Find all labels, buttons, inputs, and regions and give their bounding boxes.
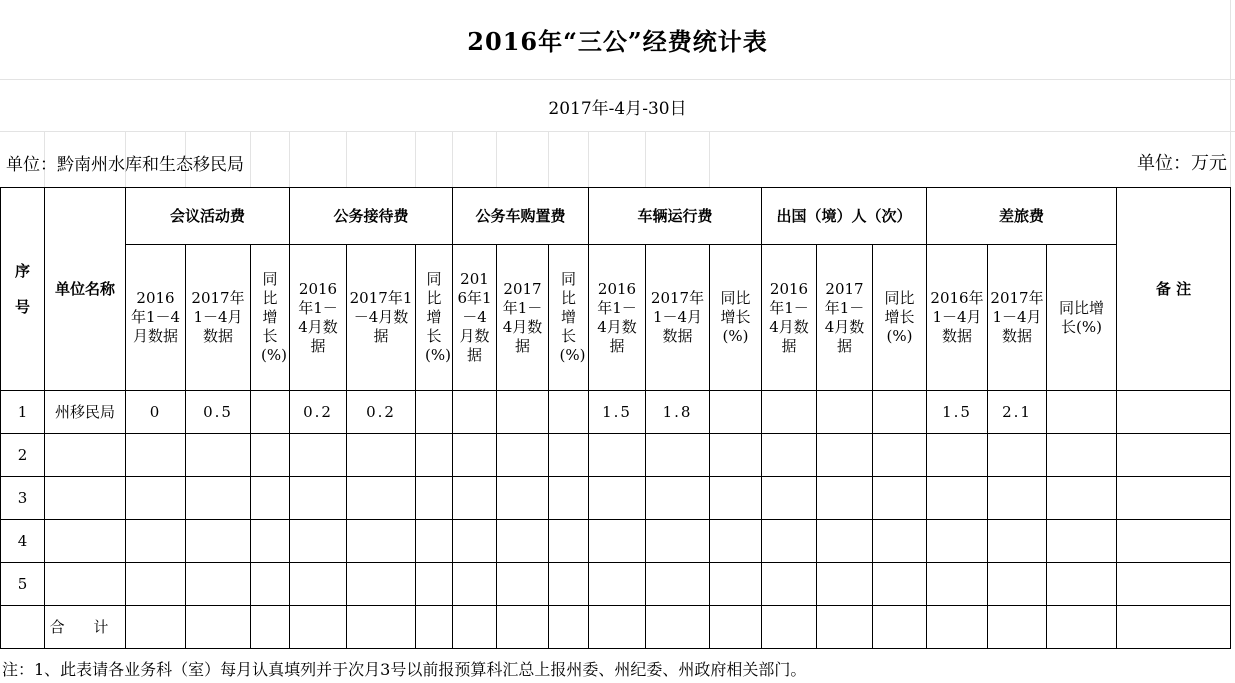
value-cell bbox=[347, 434, 416, 477]
value-cell bbox=[710, 477, 762, 520]
total-seq-cell bbox=[1, 606, 45, 649]
currency-unit-label: 单位：万元 bbox=[1137, 153, 1227, 174]
value-cell bbox=[817, 434, 873, 477]
unit-label: 单位：黔南州水库和生态移民局 bbox=[6, 155, 244, 175]
value-cell bbox=[873, 520, 927, 563]
value-cell bbox=[497, 477, 549, 520]
row-seq: 1 bbox=[1, 391, 45, 434]
row-remark bbox=[1117, 391, 1231, 434]
row-seq: 3 bbox=[1, 477, 45, 520]
gridline bbox=[496, 131, 497, 188]
table-row bbox=[1, 391, 1231, 434]
value-cell bbox=[416, 520, 453, 563]
row-seq: 5 bbox=[1, 563, 45, 606]
total-cell bbox=[927, 606, 988, 649]
value-cell bbox=[549, 520, 589, 563]
value-cell bbox=[126, 520, 186, 563]
value-cell bbox=[416, 563, 453, 606]
value-cell bbox=[817, 563, 873, 606]
header-sub-2017: 2017年1－4月数据 bbox=[347, 245, 416, 391]
header-sub-2016: 2016年1－4月数据 bbox=[290, 245, 347, 391]
value-cell bbox=[710, 391, 762, 434]
value-cell bbox=[290, 477, 347, 520]
header-reception-expense: 公务接待费 bbox=[290, 188, 453, 245]
row-remark bbox=[1117, 563, 1231, 606]
value-cell bbox=[416, 477, 453, 520]
value-cell bbox=[290, 520, 347, 563]
value-cell bbox=[290, 434, 347, 477]
value-cell bbox=[873, 434, 927, 477]
row-remark bbox=[1117, 520, 1231, 563]
total-cell bbox=[817, 606, 873, 649]
header-travel-expense: 差旅费 bbox=[927, 188, 1117, 245]
value-cell: 0 bbox=[126, 391, 186, 434]
value-cell bbox=[186, 434, 251, 477]
value-cell bbox=[927, 563, 988, 606]
header-seq: 序号 bbox=[1, 188, 45, 391]
value-cell bbox=[251, 434, 290, 477]
header-sub-2017: 2017年1－4月数据 bbox=[186, 245, 251, 391]
total-cell bbox=[416, 606, 453, 649]
header-sub-yoy: 同比增长(%) bbox=[416, 245, 453, 391]
header-vehicle-purchase: 公务车购置费 bbox=[453, 188, 589, 245]
total-label: 合 计 bbox=[45, 606, 126, 649]
value-cell bbox=[873, 477, 927, 520]
value-cell bbox=[762, 391, 817, 434]
value-cell bbox=[186, 563, 251, 606]
report-date: 2017年-4月-30日 bbox=[548, 99, 687, 119]
value-cell bbox=[251, 391, 290, 434]
value-cell bbox=[589, 520, 646, 563]
value-cell bbox=[762, 434, 817, 477]
value-cell bbox=[549, 477, 589, 520]
total-cell bbox=[126, 606, 186, 649]
header-sub-yoy: 同比增长(%) bbox=[251, 245, 290, 391]
header-remark: 备 注 bbox=[1117, 188, 1231, 391]
value-cell bbox=[873, 391, 927, 434]
value-cell bbox=[497, 434, 549, 477]
gridline bbox=[588, 131, 589, 188]
total-cell bbox=[290, 606, 347, 649]
row-unit-name: 州移民局 bbox=[45, 391, 126, 434]
total-cell bbox=[251, 606, 290, 649]
value-cell bbox=[1047, 477, 1117, 520]
total-cell bbox=[453, 606, 497, 649]
header-sub-yoy: 同比增长(%) bbox=[710, 245, 762, 391]
value-cell bbox=[549, 434, 589, 477]
row-unit-name bbox=[45, 520, 126, 563]
value-cell bbox=[589, 563, 646, 606]
value-cell bbox=[646, 477, 710, 520]
header-vehicle-operation: 车辆运行费 bbox=[589, 188, 762, 245]
value-cell: 1.8 bbox=[646, 391, 710, 434]
header-sub-2016: 2016年1－4月数据 bbox=[762, 245, 817, 391]
value-cell bbox=[710, 434, 762, 477]
value-cell bbox=[1047, 434, 1117, 477]
row-unit-name bbox=[45, 434, 126, 477]
header-sub-2016: 2016年1－4月数据 bbox=[453, 245, 497, 391]
value-cell bbox=[988, 520, 1047, 563]
value-cell bbox=[416, 434, 453, 477]
row-seq: 2 bbox=[1, 434, 45, 477]
total-cell bbox=[497, 606, 549, 649]
gridline bbox=[548, 131, 549, 188]
gridline bbox=[645, 131, 646, 188]
total-cell bbox=[988, 606, 1047, 649]
gridline bbox=[289, 131, 290, 188]
value-cell bbox=[453, 434, 497, 477]
gridline bbox=[0, 79, 1235, 80]
value-cell bbox=[453, 391, 497, 434]
gridline bbox=[709, 131, 710, 188]
header-sub-2017: 2017年1－4月数据 bbox=[988, 245, 1047, 391]
value-cell bbox=[453, 563, 497, 606]
value-cell bbox=[251, 477, 290, 520]
row-seq: 4 bbox=[1, 520, 45, 563]
total-cell bbox=[589, 606, 646, 649]
header-sub-2016: 2016年1－4月数据 bbox=[927, 245, 988, 391]
row-unit-name bbox=[45, 563, 126, 606]
value-cell bbox=[186, 520, 251, 563]
gridline bbox=[415, 131, 416, 188]
value-cell bbox=[126, 434, 186, 477]
value-cell bbox=[646, 563, 710, 606]
header-sub-yoy: 同比增长(%) bbox=[549, 245, 589, 391]
value-cell bbox=[497, 391, 549, 434]
value-cell bbox=[646, 434, 710, 477]
value-cell bbox=[549, 391, 589, 434]
value-cell bbox=[988, 477, 1047, 520]
value-cell bbox=[710, 563, 762, 606]
value-cell bbox=[497, 563, 549, 606]
table-row bbox=[1, 434, 1231, 477]
value-cell bbox=[347, 520, 416, 563]
value-cell bbox=[290, 563, 347, 606]
value-cell bbox=[453, 477, 497, 520]
header-sub-yoy: 同比增长(%) bbox=[873, 245, 927, 391]
value-cell bbox=[1047, 391, 1117, 434]
value-cell: 0.2 bbox=[347, 391, 416, 434]
header-overseas-trips: 出国（境）人（次） bbox=[762, 188, 927, 245]
value-cell bbox=[710, 520, 762, 563]
header-sub-2017: 2017年1－4月数据 bbox=[646, 245, 710, 391]
header-sub-2016: 2016年1－4月数据 bbox=[589, 245, 646, 391]
total-cell bbox=[1047, 606, 1117, 649]
value-cell bbox=[927, 520, 988, 563]
table-body bbox=[1, 391, 1231, 606]
table-row bbox=[1, 477, 1231, 520]
total-cell bbox=[186, 606, 251, 649]
value-cell bbox=[126, 477, 186, 520]
value-cell bbox=[453, 520, 497, 563]
total-cell bbox=[762, 606, 817, 649]
table-row bbox=[1, 520, 1231, 563]
value-cell bbox=[873, 563, 927, 606]
header-sub-2016: 2016年1－4月数据 bbox=[126, 245, 186, 391]
value-cell bbox=[817, 520, 873, 563]
value-cell bbox=[126, 563, 186, 606]
value-cell bbox=[497, 520, 549, 563]
total-cell bbox=[347, 606, 416, 649]
header-meeting-expense: 会议活动费 bbox=[126, 188, 290, 245]
value-cell bbox=[762, 563, 817, 606]
value-cell bbox=[186, 477, 251, 520]
total-cell bbox=[710, 606, 762, 649]
value-cell bbox=[1047, 520, 1117, 563]
value-cell bbox=[347, 477, 416, 520]
header-sub-yoy: 同比增长(%) bbox=[1047, 245, 1117, 391]
row-unit-name bbox=[45, 477, 126, 520]
header-sub-2017: 2017年1－4月数据 bbox=[817, 245, 873, 391]
value-cell bbox=[589, 434, 646, 477]
table-row bbox=[1, 563, 1231, 606]
value-cell bbox=[251, 563, 290, 606]
value-cell bbox=[817, 391, 873, 434]
value-cell bbox=[589, 477, 646, 520]
total-cell bbox=[873, 606, 927, 649]
value-cell bbox=[817, 477, 873, 520]
total-row bbox=[1, 606, 1231, 649]
value-cell bbox=[416, 391, 453, 434]
value-cell: 0.5 bbox=[186, 391, 251, 434]
footnote: 注：1、此表请各业务科（室）每月认真填列并于次月3号以前报预算科汇总上报州委、州纪委、州政府相关部门。 bbox=[2, 660, 807, 679]
row-remark bbox=[1117, 434, 1231, 477]
value-cell bbox=[762, 520, 817, 563]
gridline bbox=[346, 131, 347, 188]
value-cell bbox=[988, 563, 1047, 606]
page-title: 2016年“三公”经费统计表 bbox=[467, 27, 768, 56]
value-cell bbox=[927, 477, 988, 520]
value-cell bbox=[927, 434, 988, 477]
total-cell bbox=[549, 606, 589, 649]
value-cell bbox=[347, 563, 416, 606]
header-sub-2017: 2017年1－4月数据 bbox=[497, 245, 549, 391]
value-cell: 1.5 bbox=[927, 391, 988, 434]
value-cell: 0.2 bbox=[290, 391, 347, 434]
value-cell bbox=[549, 563, 589, 606]
gridline bbox=[250, 131, 251, 188]
gridline bbox=[452, 131, 453, 188]
row-remark bbox=[1117, 477, 1231, 520]
value-cell: 1.5 bbox=[589, 391, 646, 434]
header-unit-name: 单位名称 bbox=[45, 188, 126, 391]
value-cell bbox=[1047, 563, 1117, 606]
value-cell bbox=[988, 434, 1047, 477]
value-cell bbox=[646, 520, 710, 563]
expense-table bbox=[0, 187, 1231, 649]
total-remark-cell bbox=[1117, 606, 1231, 649]
value-cell bbox=[251, 520, 290, 563]
value-cell bbox=[762, 477, 817, 520]
value-cell: 2.1 bbox=[988, 391, 1047, 434]
total-cell bbox=[646, 606, 710, 649]
